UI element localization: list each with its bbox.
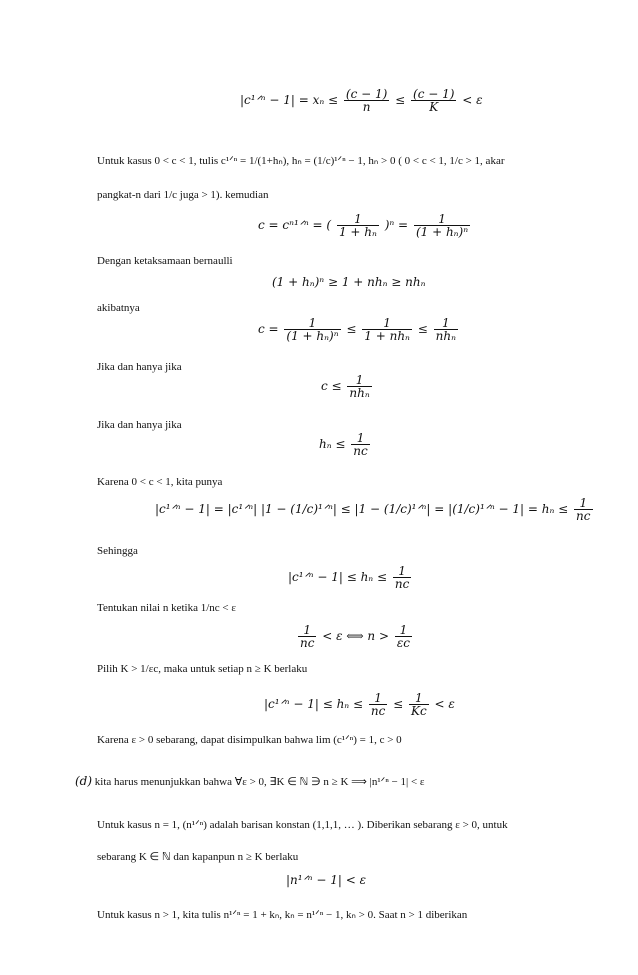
part-marker: (d) (75, 774, 93, 788)
part-d-statement: (d) kita harus menunjukkan bahwa ∀ε > 0, ∃K ∈ ℕ ∋ n ≥ K ⟹ |n¹ᐟⁿ − 1| < ε (75, 774, 425, 788)
equation-bound-xn: |c¹ᐟⁿ − 1| = xₙ ≤ $\frac{(c - 1)}{n}$ ≤ $\frac{(c - 1)}{K}$ < ε (240, 87, 483, 114)
case-n-eq-1: Untuk kasus n = 1, (n¹ᐟⁿ) adalah barisan konstan (1,1,1, … ). Diberikan sebarang ε > 0, untuk (97, 819, 508, 831)
equation-c-expansion: c = cⁿ¹ᐟⁿ = ( $\frac{1}{\text{1 + hₙ}}$ )ⁿ = $\frac{1}{\text{(1 + hₙ)ⁿ}}$ (258, 212, 469, 239)
bernoulli-inequality: (1 + hₙ)ⁿ ≥ 1 + nhₙ ≥ nhₙ (272, 275, 426, 289)
equation-n-gt: $\frac{1}{nc}$ < ε ⟺ n > $\frac{1}{\varepsilon c}$ (300, 623, 411, 650)
fraction: $\frac{1}{\text{1 + nhₙ}}$ (364, 316, 410, 343)
equation-chain: |c¹ᐟⁿ − 1| = |c¹ᐟⁿ| |1 − (1/c)¹ᐟⁿ| ≤ |1 − (1/c)¹ᐟⁿ| = |(1/c)¹ᐟⁿ − 1| = hₙ ≤ $\frac{1}{nc}$ (155, 496, 591, 523)
fraction: $\frac{(c - 1)}{n}$ (345, 87, 388, 114)
jika-label-1: Jika dan hanya jika (97, 361, 182, 373)
fraction: $\frac{1}{\text{nhₙ}}$ (349, 373, 370, 400)
fraction: $\frac{(c - 1)}{K}$ (413, 87, 455, 114)
fraction: $\frac{1}{\text{(1 + hₙ)ⁿ}}$ (286, 316, 339, 343)
fraction: $\frac{1}{\text{(1 + hₙ)ⁿ}}$ (415, 212, 469, 239)
fraction: $\frac{1}{nc}$ (370, 691, 386, 718)
sehingga-label: Sehingga (97, 545, 138, 557)
fraction: $\frac{1}{nc}$ (353, 431, 368, 458)
pilih-label: Pilih K > 1/εc, maka untuk setiap n ≥ K berlaku (97, 663, 308, 675)
paragraph-case-c-lt-1: Untuk kasus 0 < c < 1, tulis c¹ᐟⁿ = 1/(1+hₙ), hₙ = (1/c)¹ᐟⁿ − 1, hₙ > 0 ( 0 < c < 1, 1/c > 1, akar (97, 155, 505, 167)
fraction: $\frac{1}{\text{1 + hₙ}}$ (338, 212, 377, 239)
fraction: $\frac{1}{\text{nhₙ}}$ (435, 316, 456, 343)
equation-sehingga: |c¹ᐟⁿ − 1| ≤ hₙ ≤ $\frac{1}{nc}$ (288, 564, 410, 591)
equation-c-upper-bound: c = $\frac{1}{\text{(1 + hₙ)ⁿ}}$ ≤ $\frac{1}{\text{1 + nhₙ}}$ ≤ $\frac{1}{\text{nhₙ}}$ (258, 316, 456, 343)
equation-pilih: |c¹ᐟⁿ − 1| ≤ hₙ ≤ $\frac{1}{nc}$ ≤ $\frac{1}{Kc}$ < ε (264, 691, 455, 718)
case-n-gt-1: Untuk kasus n > 1, kita tulis n¹ᐟⁿ = 1 + kₙ, kₙ = n¹ᐟⁿ − 1, kₙ > 0. Saat n > 1 diberikan (97, 909, 468, 921)
equation-case1: |n¹ᐟⁿ − 1| < ε (286, 873, 367, 887)
karena-label-1: Karena 0 < c < 1, kita punya (97, 476, 223, 488)
equation-c-le: c ≤ $\frac{1}{\text{nhₙ}}$ (321, 373, 370, 400)
fraction: $\frac{1}{nc}$ (300, 623, 315, 650)
paragraph-case-c-lt-1-cont: pangkat-n dari 1/c juga > 1). kemudian (97, 189, 269, 201)
karena-conclusion: Karena ε > 0 sebarang, dapat disimpulkan bahwa lim (c¹ᐟⁿ) = 1, c > 0 (97, 734, 402, 746)
fraction: $\frac{1}{Kc}$ (411, 691, 427, 718)
equation-hn-le: hₙ ≤ $\frac{1}{nc}$ (319, 431, 368, 458)
tentukan-label: Tentukan nilai n ketika 1/nc < ε (97, 602, 236, 614)
case-n-eq-1-cont: sebarang K ∈ ℕ dan kapanpun n ≥ K berlaku (97, 851, 299, 863)
eq-lhs: |c¹ᐟⁿ − 1| = xₙ ≤ (240, 93, 339, 107)
bernoulli-label: Dengan ketaksamaan bernaulli (97, 255, 233, 267)
fraction: $\frac{1}{nc}$ (576, 496, 591, 523)
fraction: $\frac{1}{\varepsilon c}$ (396, 623, 411, 650)
fraction: $\frac{1}{nc}$ (394, 564, 410, 591)
jika-label-2: Jika dan hanya jika (97, 419, 182, 431)
akibatnya-label: akibatnya (97, 302, 140, 314)
